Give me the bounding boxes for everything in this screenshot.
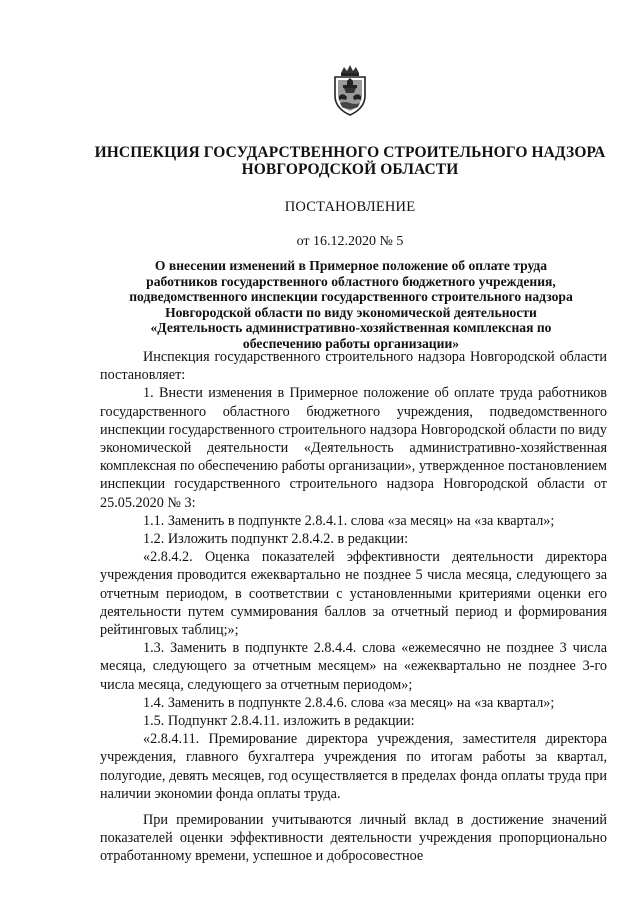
document-type: ПОСТАНОВЛЕНИЕ <box>284 199 416 215</box>
paragraph-item-1-3: 1.3. Заменить в подпункте 2.8.4.4. слова «ежемесячно не позднее 3 числа месяца, следующего за отчетным месяцем» на «ежеквартально не позднее 3-го числа месяца, следующего за отчетным периодом»; <box>100 640 607 693</box>
paragraph-item-1-1: 1.1. Заменить в подпункте 2.8.4.1. слова «за месяц» на «за квартал»; <box>143 512 555 529</box>
subject-line-5: «Деятельность административно-хозяйственная комплексная по <box>150 320 552 336</box>
paragraph-preamble: Инспекция государственного строительного надзора Новгородской области постановляет: <box>100 349 607 384</box>
document-date-number: от 16.12.2020 № 5 <box>296 234 404 249</box>
subject-line-1: О внесении изменений в Примерное положение об оплате труда <box>154 258 548 273</box>
organization-line-2: НОВГОРОДСКОЙ ОБЛАСТИ <box>241 161 459 178</box>
document-subject <box>98 258 604 352</box>
paragraph-bonus-conditions: При премировании учитываются личный вклад в достижение значений показателей оценки эффективности деятельности учреждения пропорционально отработанному времени, успешное и добросовестное <box>100 812 607 865</box>
organization-line-1: ИНСПЕКЦИЯ ГОСУДАРСТВЕННОГО СТРОИТЕЛЬНОГО НАДЗОРА <box>94 144 606 161</box>
subject-line-6: обеспечению работы организации» <box>242 335 460 351</box>
document-body <box>100 348 607 866</box>
paragraph-item-1-2: 1.2. Изложить подпункт 2.8.4.2. в редакции: <box>143 531 409 548</box>
paragraph-item-1: 1. Внести изменения в Примерное положение об оплате труда работников государственного областного бюджетного учреждения, подведомственного инспекции государственного строительного надзора Новгородской области по виду экономической деятельности «Деятельность административно-хозяйственная комплексная по обеспечению работы организации», утвержденное постановлением инспекции государственного строительного надзора Новгородской области от 25.05.2020 № 3: <box>100 385 607 511</box>
subject-line-3: подведомственного инспекции государственного строительного надзора <box>129 289 573 305</box>
paragraph-quote-2-8-4-2: «2.8.4.2. Оценка показателей эффективности деятельности директора учреждения проводится ежеквартально не позднее 5 числа месяца, следующего за отчетным периодом, в соответствии с установленными критериями оценки его деятельности путем суммирования баллов за отчетный период и формирования рейтинговых таблиц;»; <box>100 549 607 639</box>
paragraph-quote-2-8-4-11: «2.8.4.11. Премирование директора учреждения, заместителя директора учреждения, главного бухгалтера учреждения по итогам работы за квартал, полугодие, девять месяцев, год осуществляется в пределах фонда оплаты труда при наличии экономии фонда оплаты труда. <box>100 731 607 802</box>
organization-name <box>90 144 610 178</box>
coat-of-arms-icon <box>329 64 371 116</box>
paragraph-item-1-5: 1.5. Подпункт 2.8.4.11. изложить в редакции: <box>143 713 415 730</box>
subject-line-2: работников государственного областного бюджетного учреждения, <box>146 273 556 289</box>
subject-line-4: Новгородской области по виду экономической деятельности <box>165 304 537 320</box>
paragraph-item-1-4: 1.4. Заменить в подпункте 2.8.4.6. слова «за месяц» на «за квартал»; <box>143 694 555 711</box>
